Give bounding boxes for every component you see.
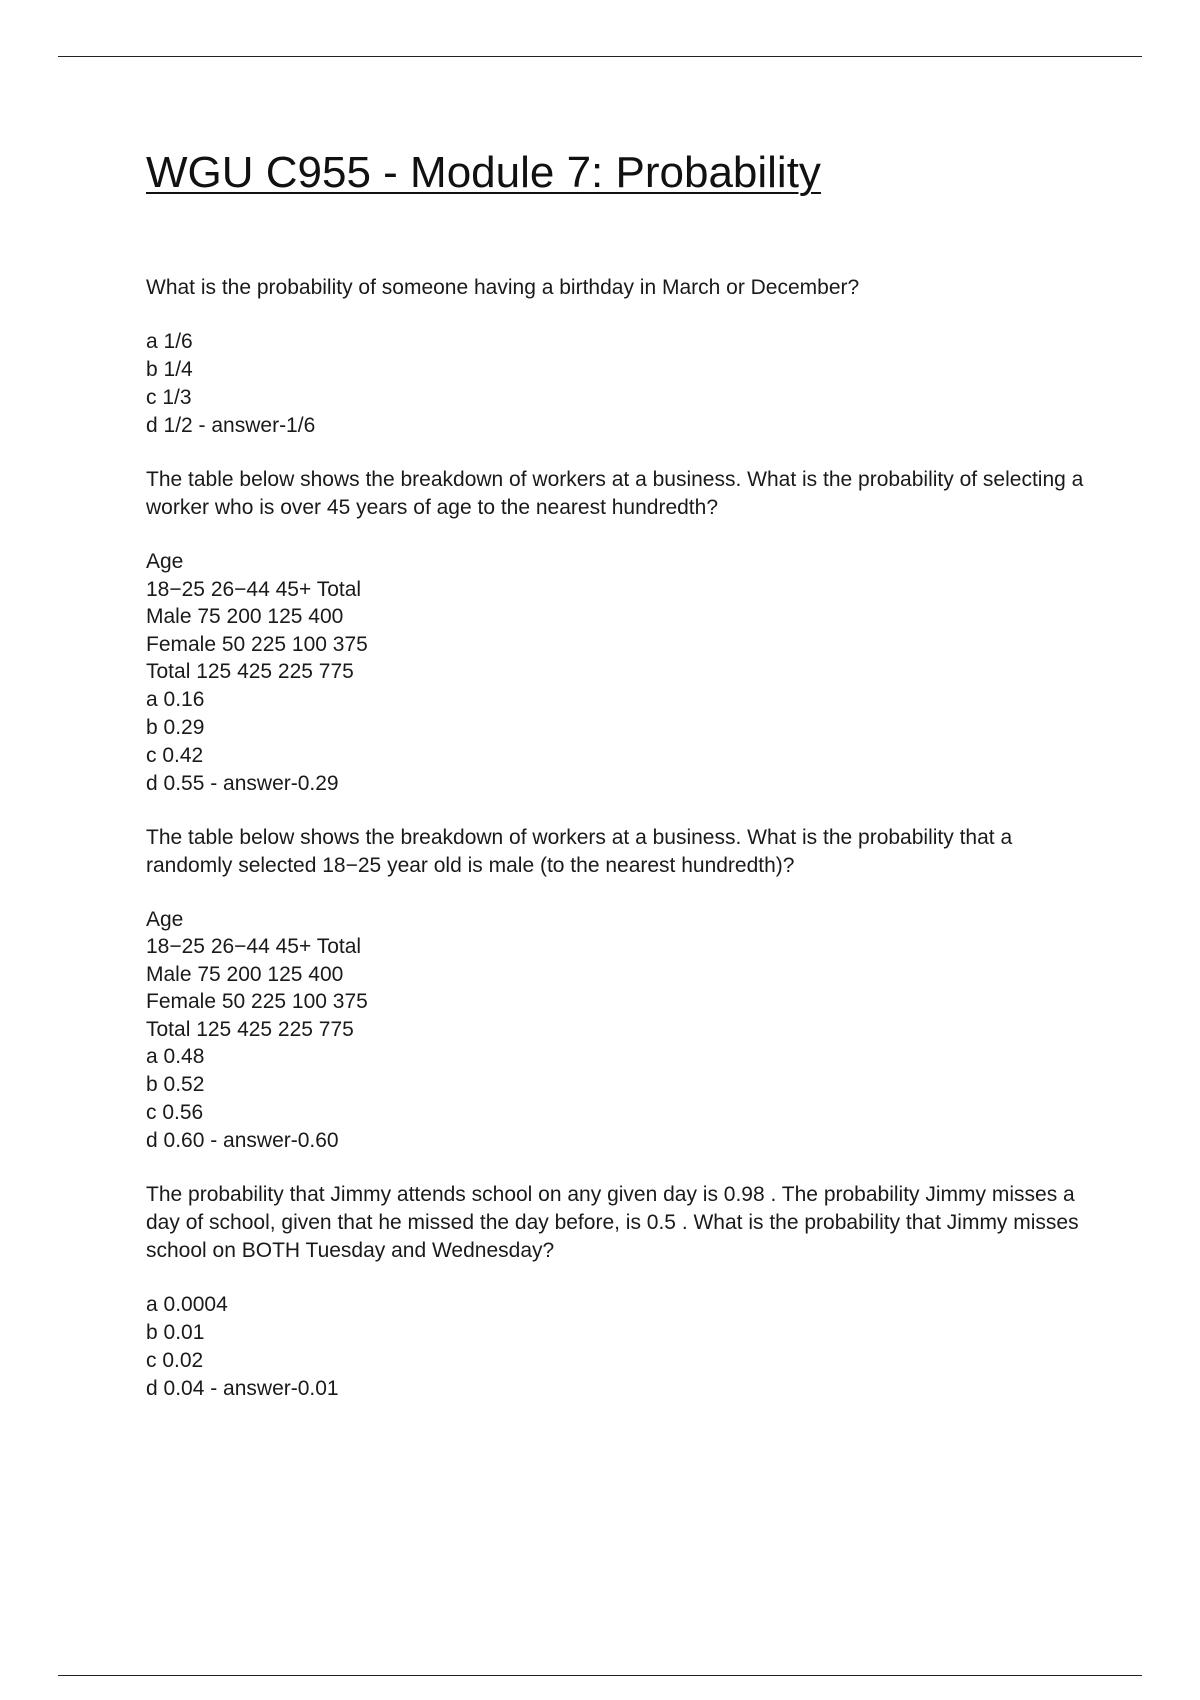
table-row: Age [146, 550, 184, 573]
table-row: Total 125 425 225 775 [146, 1017, 354, 1041]
table-row: Total 125 425 225 775 [146, 660, 354, 683]
option-c: c 0.42 [146, 743, 204, 767]
table-row: Age [146, 907, 184, 931]
option-d: d 0.60 - answer-0.60 [146, 1129, 339, 1152]
option-c: c 0.56 [146, 1101, 204, 1124]
top-divider [58, 56, 1142, 57]
question-3 [146, 824, 1086, 1156]
question-text: The table below shows the breakdown of workers at a business. What is the probability of selecting a worker who is over 45 years of age to the nearest hundredth? [146, 468, 1084, 519]
table-row: Female 50 225 100 375 [146, 990, 368, 1013]
table-row: Male 75 200 125 400 [146, 605, 344, 628]
answer-options [146, 328, 1086, 440]
question-text: The probability that Jimmy attends school on any given day is 0.98 . The probability Jimmy misses a day of school, given that he missed the day before, is 0.5 . What is the probability that Jimmy misses school on BOTH Tuesday and Wednesday? [146, 1183, 1079, 1262]
age-table [146, 906, 1086, 1044]
bottom-divider [58, 1675, 1142, 1676]
table-row: 18−25 26−44 45+ Total [146, 577, 362, 601]
age-table [146, 548, 1086, 686]
answer-options [146, 686, 1086, 798]
table-row: 18−25 26−44 45+ Total [146, 935, 362, 958]
option-c: c 0.02 [146, 1349, 204, 1372]
document-title: WGU C955 - Module 7: Probability [146, 148, 821, 197]
table-row: Female 50 225 100 375 [146, 632, 368, 656]
question-text: What is the probability of someone having a birthday in March or December? [146, 276, 860, 299]
option-d: d 0.55 - answer-0.29 [146, 771, 339, 795]
option-b: b 0.52 [146, 1073, 205, 1096]
option-d: d 1/2 - answer-1/6 [146, 414, 316, 437]
option-a: a 0.16 [146, 687, 205, 711]
option-d: d 0.04 - answer-0.01 [146, 1377, 339, 1400]
option-a: a 0.0004 [146, 1293, 228, 1316]
option-c: c 1/3 [146, 386, 192, 409]
question-list [146, 274, 1086, 1403]
option-b: b 1/4 [146, 358, 193, 381]
option-a: a 0.48 [146, 1045, 205, 1068]
option-b: b 0.29 [146, 715, 205, 739]
question-4 [146, 1181, 1086, 1403]
option-a: a 1/6 [146, 330, 193, 353]
answer-options [146, 1043, 1086, 1155]
answer-options [146, 1291, 1086, 1403]
option-b: b 0.01 [146, 1321, 205, 1344]
question-2 [146, 466, 1086, 798]
table-row: Male 75 200 125 400 [146, 962, 344, 986]
question-text: The table below shows the breakdown of workers at a business. What is the probability that a randomly selected 18−25 year old is male (to the nearest hundredth)? [146, 825, 1013, 877]
question-1 [146, 274, 1086, 440]
document-body [146, 146, 1086, 1429]
